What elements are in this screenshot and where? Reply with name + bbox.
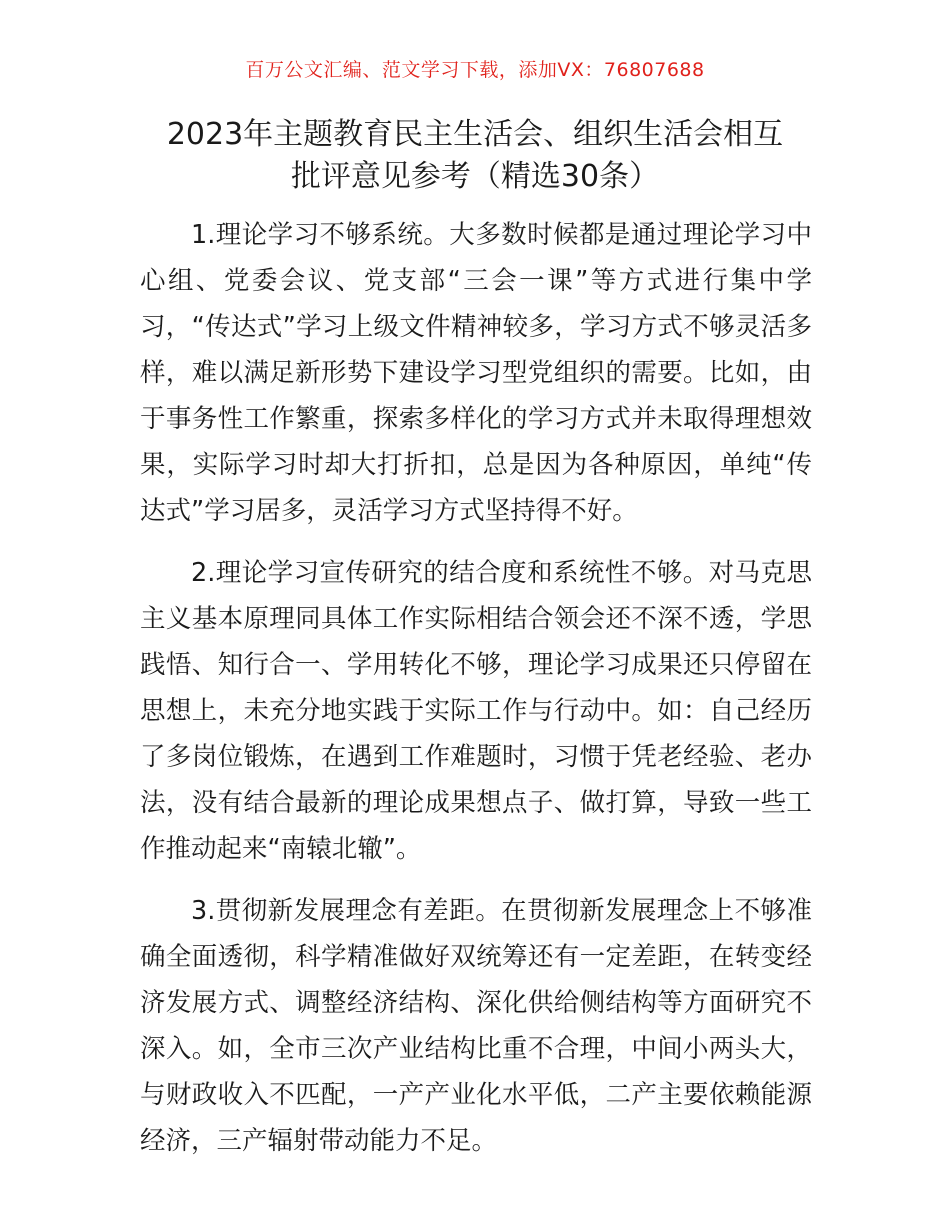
document-title [100, 114, 850, 198]
paragraph-2: 2.理论学习宣传研究的结合度和系统性不够。对马克思主义基本原理同具体工作实际相结合领会还不深不透，学思践悟、知行合一、学用转化不够，理论学习成果还只停留在思想上，未充分地实践于实际工作与行动中。如：自己经历了多岗位锻炼，在遇到工作难题时，习惯于凭老经验、老办法，没有结合最新的理论成果想点子、做打算，导致一些工作推动起来“南辕北辙”。 [140, 558, 812, 864]
title-line-2: 批评意见参考（精选30条） [290, 159, 660, 194]
document-body [140, 212, 812, 1180]
paragraph-1: 1.理论学习不够系统。大多数时候都是通过理论学习中心组、党委会议、党支部“三会一课”等方式进行集中学习，“传达式”学习上级文件精神较多，学习方式不够灵活多样，难以满足新形势下建设学习型党组织的需要。比如，由于事务性工作繁重，探索多样化的学习方式并未取得理想效果，实际学习时却大打折扣，总是因为各种原因，单纯“传达式”学习居多，灵活学习方式坚持得不好。 [140, 220, 812, 526]
paragraph-3: 3.贯彻新发展理念有差距。在贯彻新发展理念上不够准确全面透彻，科学精准做好双统筹还有一定差距，在转变经济发展方式、调整经济结构、深化供给侧结构等方面研究不深入。如，全市三次产业结构比重不合理，中间小两头大，与财政收入不匹配，一产产业化水平低，二产主要依赖能源经济，三产辐射带动能力不足。 [140, 896, 812, 1156]
header-banner: 百万公文汇编、范文学习下载，添加VX：76807688 [245, 59, 705, 81]
title-line-1: 2023年主题教育民主生活会、组织生活会相互 [166, 117, 784, 152]
